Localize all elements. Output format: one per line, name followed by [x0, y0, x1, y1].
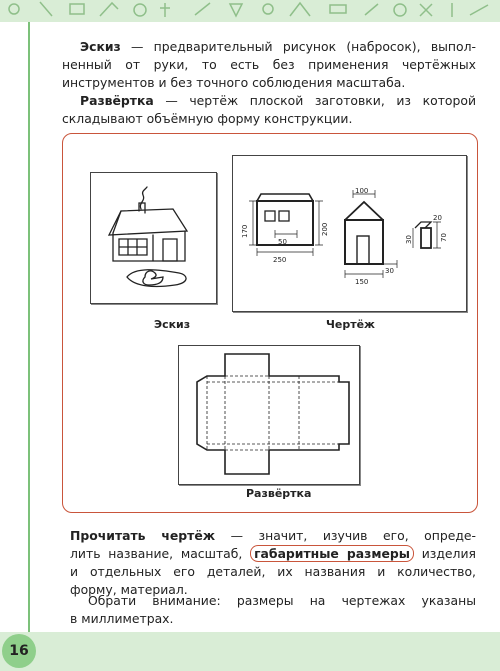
reading-line-4: форму, материал.	[70, 582, 188, 597]
caption-drawing: Чертёж	[326, 318, 376, 331]
dim-250-label: 250	[273, 256, 287, 264]
razvertka-text-line-2: складывают объёмную форму конструкции.	[62, 111, 353, 126]
box-unfolding-image	[179, 346, 359, 484]
reading-line-1: — значит, изучив его, опреде-	[215, 528, 477, 543]
caption-sketch: Эскиз	[154, 318, 191, 331]
dim-70-label: 70	[440, 233, 448, 242]
dim-100-label: 100	[355, 187, 369, 195]
term-eskiz: Эскиз	[80, 39, 121, 54]
dim-200-label: 200	[321, 222, 329, 236]
dim-30b-label: 30	[405, 235, 413, 244]
dim-50-label: 50	[278, 238, 287, 246]
unfolding-card	[178, 345, 360, 485]
note-line-2: в миллиметрах.	[70, 611, 174, 626]
note-line-1: Обрати внимание: размеры на чертежах указаны	[88, 593, 476, 608]
dim-20-label: 20	[433, 214, 442, 222]
note-paragraph	[70, 592, 476, 628]
bottom-band	[0, 632, 500, 671]
dim-170-label: 170	[241, 224, 249, 238]
eskiz-text-line-2: ненный от руки, то есть без применения чертёжных	[62, 57, 476, 72]
page-number: 16	[2, 634, 36, 668]
razvertka-definition	[62, 92, 476, 128]
decorative-top-banner	[0, 0, 500, 22]
dim-30-label: 30	[385, 267, 394, 275]
eskiz-definition	[62, 38, 476, 92]
read-drawing-paragraph	[70, 527, 476, 599]
tools-pattern-icon	[0, 0, 500, 22]
reading-line-3: и отдельных его деталей, их названия и количество,	[70, 564, 476, 579]
house-drawing-image	[233, 156, 466, 311]
term-read-drawing: Прочитать чертёж	[70, 528, 216, 543]
caption-unfolding: Развёртка	[246, 487, 312, 500]
eskiz-text-line-3: инструментов и без точного соблюдения масштаба.	[62, 75, 406, 90]
razvertka-text-line-1: — чертёж плоской заготовки, из которой	[153, 93, 476, 108]
reading-line-2-end: изделия	[421, 546, 476, 561]
eskiz-text-line-1: — предварительный рисунок (набросок), выпол-	[120, 39, 476, 54]
house-sketch-image	[91, 173, 216, 303]
sketch-card	[90, 172, 217, 304]
highlight-overall-dimensions: габаритные размеры	[250, 545, 414, 562]
dim-150-label: 150	[355, 278, 369, 286]
reading-line-2-start: лить название, масштаб,	[70, 546, 243, 561]
technical-drawing-card	[232, 155, 467, 312]
term-razvertka: Развёртка	[80, 93, 154, 108]
